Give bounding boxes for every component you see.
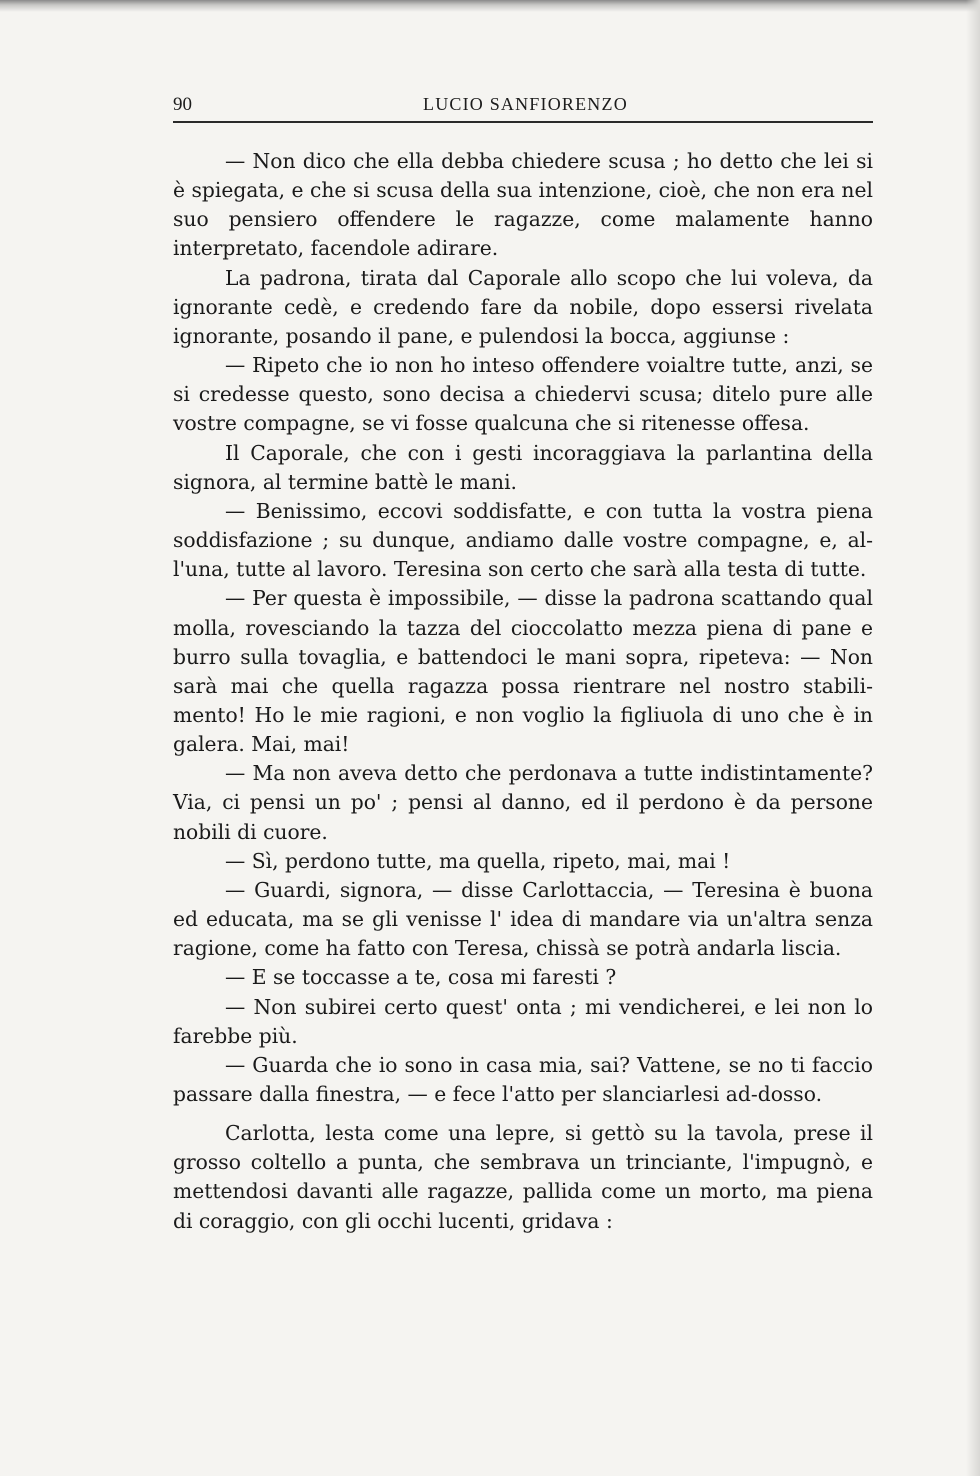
paragraph: — Non subirei certo quest' onta ; mi vendicherei, e lei non lo farebbe più.: [173, 994, 873, 1048]
paragraph: — Ma non aveva detto che perdonava a tutte indistintamente? Via, ci pensi un po' ; pensi al danno, ed il perdono è da persone nobili di cuore.: [173, 761, 873, 844]
paragraph: La padrona, tirata dal Caporale allo scopo che lui voleva, da ignorante cedè, e credendo fare da nobile, dopo essersi rivelata ignorante, posando il pane, e pulendosi la bocca, aggiunse :: [173, 265, 873, 348]
page-right-edge: [966, 0, 980, 1476]
paragraph: Carlotta, lesta come una lepre, si gettò su la tavola, prese il grosso coltello a punta, che sembrava un trinciante, l'impugnò, e mettendosi davanti alle ragazze, pallida come un morto, ma piena di coraggio, con gli occhi lucenti, gridava :: [173, 1121, 873, 1233]
header-rule: [173, 121, 873, 123]
paragraph: — Sì, perdono tutte, ma quella, ripeto, mai, mai !: [225, 848, 731, 873]
paragraph: — Guardi, signora, — disse Carlottaccia, — Teresina è buona ed educata, ma se gli venisse l' idea di mandare via un'altra senza ragione, come ha fatto con Teresa, chissà se potrà andarla liscia.: [173, 877, 873, 961]
running-head: LUCIO SANFIORENZO: [423, 94, 628, 114]
paragraph: — Non dico che ella debba chiedere scusa ; ho detto che lei si è spiegata, e che si scusa della sua intenzione, cioè, che non era nel suo pensiero offendere le ragazze, come malamente hanno interpretato, facendole adirare.: [173, 149, 873, 261]
paragraph: — Benissimo, eccovi soddisfatte, e con tutta la vostra piena soddisfazione ; su dunque, andiamo dalle vostre compagne, e, al-l'una, tutte al lavoro. Teresina son certo che sarà alla testa di tutte.: [173, 498, 873, 582]
body-text: [173, 147, 873, 1236]
paragraph: Il Caporale, che con i gesti incoraggiava la parlantina della signora, al termine battè le mani.: [173, 440, 873, 494]
paragraph: — Guarda che io sono in casa mia, sai? Vattene, se no ti faccio passare dalla finestra, — e fece l'atto per slanciarlesi ad-dosso.: [173, 1052, 873, 1106]
paragraph: — Ripeto che io non ho inteso offendere voialtre tutte, anzi, se si credesse questo, sono decisa a chiedervi scusa; ditelo pure alle vostre compagne, se vi fosse qualcuna che si ritenesse offesa.: [173, 353, 873, 436]
paragraph: — E se toccasse a te, cosa mi faresti ?: [225, 965, 617, 990]
paragraph: — Per questa è impossibile, — disse la padrona scattando qual molla, rovesciando la tazza del cioccolatto mezza piena di pane e burro sulla tovaglia, e battendoci le mani sopra, ripeteva: — Non sarà mai che quella ragazza possa rientrare nel nostro stabili-mento! Ho le mie ragioni, e non voglio la figliuola di uno che è in galera. Mai, mai!: [173, 586, 873, 757]
page-number: 90: [173, 94, 192, 115]
page-header: [173, 94, 873, 120]
page-top-edge: [0, 0, 980, 12]
